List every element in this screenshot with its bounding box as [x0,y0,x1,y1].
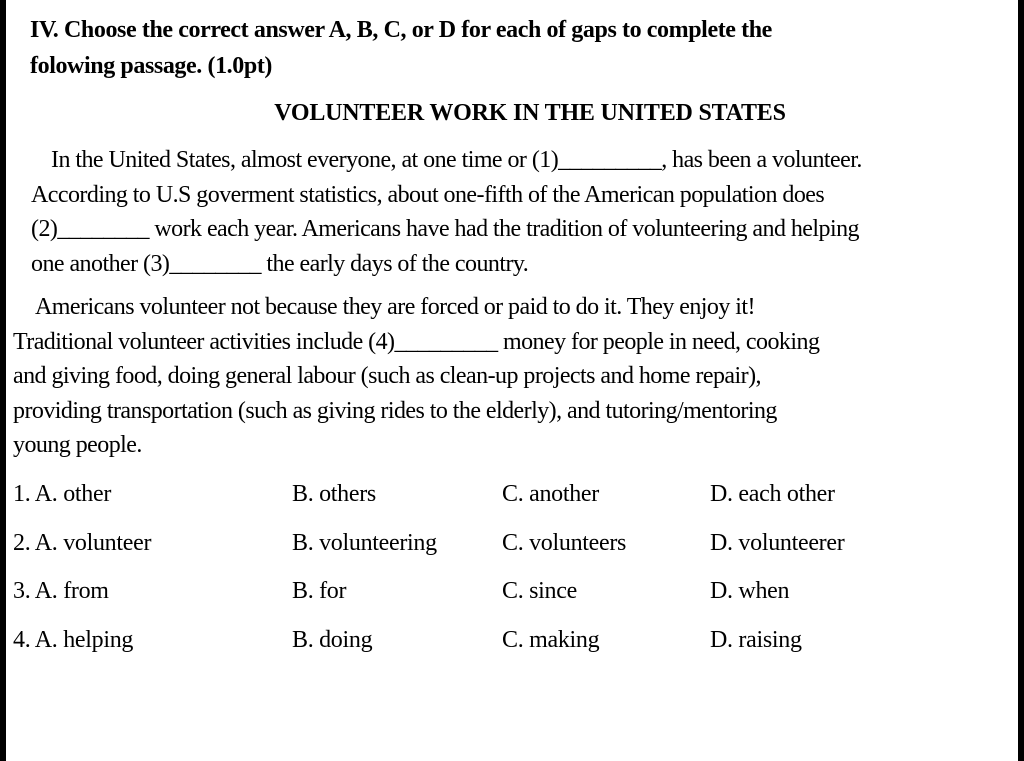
passage-paragraph-2 [13,290,1003,463]
passage-paragraph-1 [31,143,1021,281]
exercise-heading [30,12,990,84]
passage-line: Traditional volunteer activities include (4)_________ money for people in need, cooking [13,328,820,355]
option-a: 2. A. volunteer [13,529,152,556]
passage-title: VOLUNTEER WORK IN THE UNITED STATES [274,100,786,126]
option-a: 3. A. from [13,578,109,604]
question-row-2 [13,526,1013,575]
option-c: C. making [502,626,600,653]
option-d: D. each other [710,481,835,507]
option-c: C. since [502,578,577,604]
passage-line: one another (3)________ the early days of the country. [31,250,529,277]
option-a: 1. A. other [13,481,112,507]
passage-line: In the United States, almost everyone, at one time or (1)_________, has been a volunteer. [51,147,862,173]
question-row-3 [13,574,1013,623]
question-row-4 [13,623,1013,672]
passage-line: According to U.S goverment statistics, about one-fifth of the American population does [31,181,825,208]
heading-line: IV. Choose the correct answer A, B, C, or D for each of gaps to complete the [30,17,772,43]
option-c: C. volunteers [502,529,627,556]
option-a: 4. A. helping [13,626,134,653]
option-b: B. volunteering [292,529,437,556]
heading-line: folowing passage. (1.0pt) [30,53,273,79]
option-d: D. volunteerer [710,529,845,556]
passage-line: providing transportation (such as giving rides to the elderly), and tutoring/mentoring [13,397,777,424]
passage-line: (2)________ work each year. Americans have had the tradition of volunteering and helping [31,216,859,242]
option-b: B. others [292,481,376,507]
worksheet-page [6,0,1018,761]
passage-line: young people. [13,432,142,458]
option-d: D. when [710,578,790,604]
option-b: B. for [292,578,347,604]
question-row-1 [13,477,1013,526]
option-b: B. doing [292,626,373,653]
answer-options [13,477,1013,671]
option-d: D. raising [710,626,802,653]
passage-line: and giving food, doing general labour (such as clean-up projects and home repair), [13,363,761,389]
option-c: C. another [502,481,599,507]
passage-line: Americans volunteer not because they are forced or paid to do it. They enjoy it! [35,294,755,320]
